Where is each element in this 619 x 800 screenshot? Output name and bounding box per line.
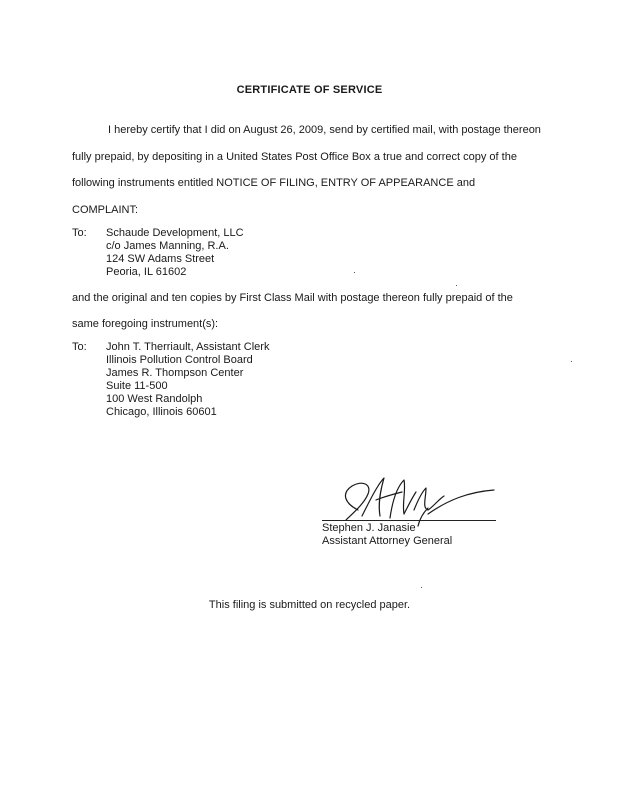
paragraph-1-line-4: COMPLAINT:: [72, 204, 139, 216]
recipient-2-line: 100 West Randolph: [106, 393, 203, 405]
handwritten-signature: [318, 470, 508, 530]
recipient-2-line: James R. Thompson Center: [106, 367, 244, 379]
recipient-1-line: Peoria, IL 61602: [106, 266, 187, 278]
scan-speck: [571, 361, 572, 362]
recipient-1-to-label: To:: [72, 227, 87, 239]
scan-speck: [456, 285, 457, 286]
paragraph-1-line-3: following instruments entitled NOTICE OF FILING, ENTRY OF APPEARANCE and: [72, 177, 476, 189]
recipient-1-line: Schaude Development, LLC: [106, 227, 244, 239]
recipient-1-line: c/o James Manning, R.A.: [106, 240, 229, 252]
recipient-2-line: Chicago, Illinois 60601: [106, 406, 217, 418]
recipient-2-address: [106, 341, 269, 419]
signer-title: Assistant Attorney General: [322, 535, 453, 547]
paragraph-1-line-2: fully prepaid, by depositing in a United States Post Office Box a true and correct copy of the: [72, 151, 517, 163]
paragraph-2-line-2: same foregoing instrument(s):: [72, 318, 219, 330]
scan-speck: [421, 587, 422, 588]
recipient-1-address: [106, 227, 244, 279]
recipient-2-line: Suite 11-500: [106, 380, 168, 392]
scan-speck: [354, 272, 355, 273]
recipient-2-line: John T. Therriault, Assistant Clerk: [106, 341, 270, 353]
signature-block: [322, 522, 452, 548]
paragraph-1-line-1: I hereby certify that I did on August 26, 2009, send by certified mail, with postage thereon: [108, 124, 541, 136]
recycled-paper-notice: This filing is submitted on recycled paper.: [208, 599, 411, 611]
recipient-2-to-label: To:: [72, 341, 87, 353]
document-title: CERTIFICATE OF SERVICE: [236, 84, 383, 96]
signature-line: [322, 520, 496, 521]
recipient-1-line: 124 SW Adams Street: [106, 253, 215, 265]
paragraph-2-line-1: and the original and ten copies by First Class Mail with postage thereon fully prepaid of the: [72, 292, 513, 304]
signer-name: Stephen J. Janasie: [322, 522, 416, 534]
recipient-2-line: Illinois Pollution Control Board: [106, 354, 253, 366]
